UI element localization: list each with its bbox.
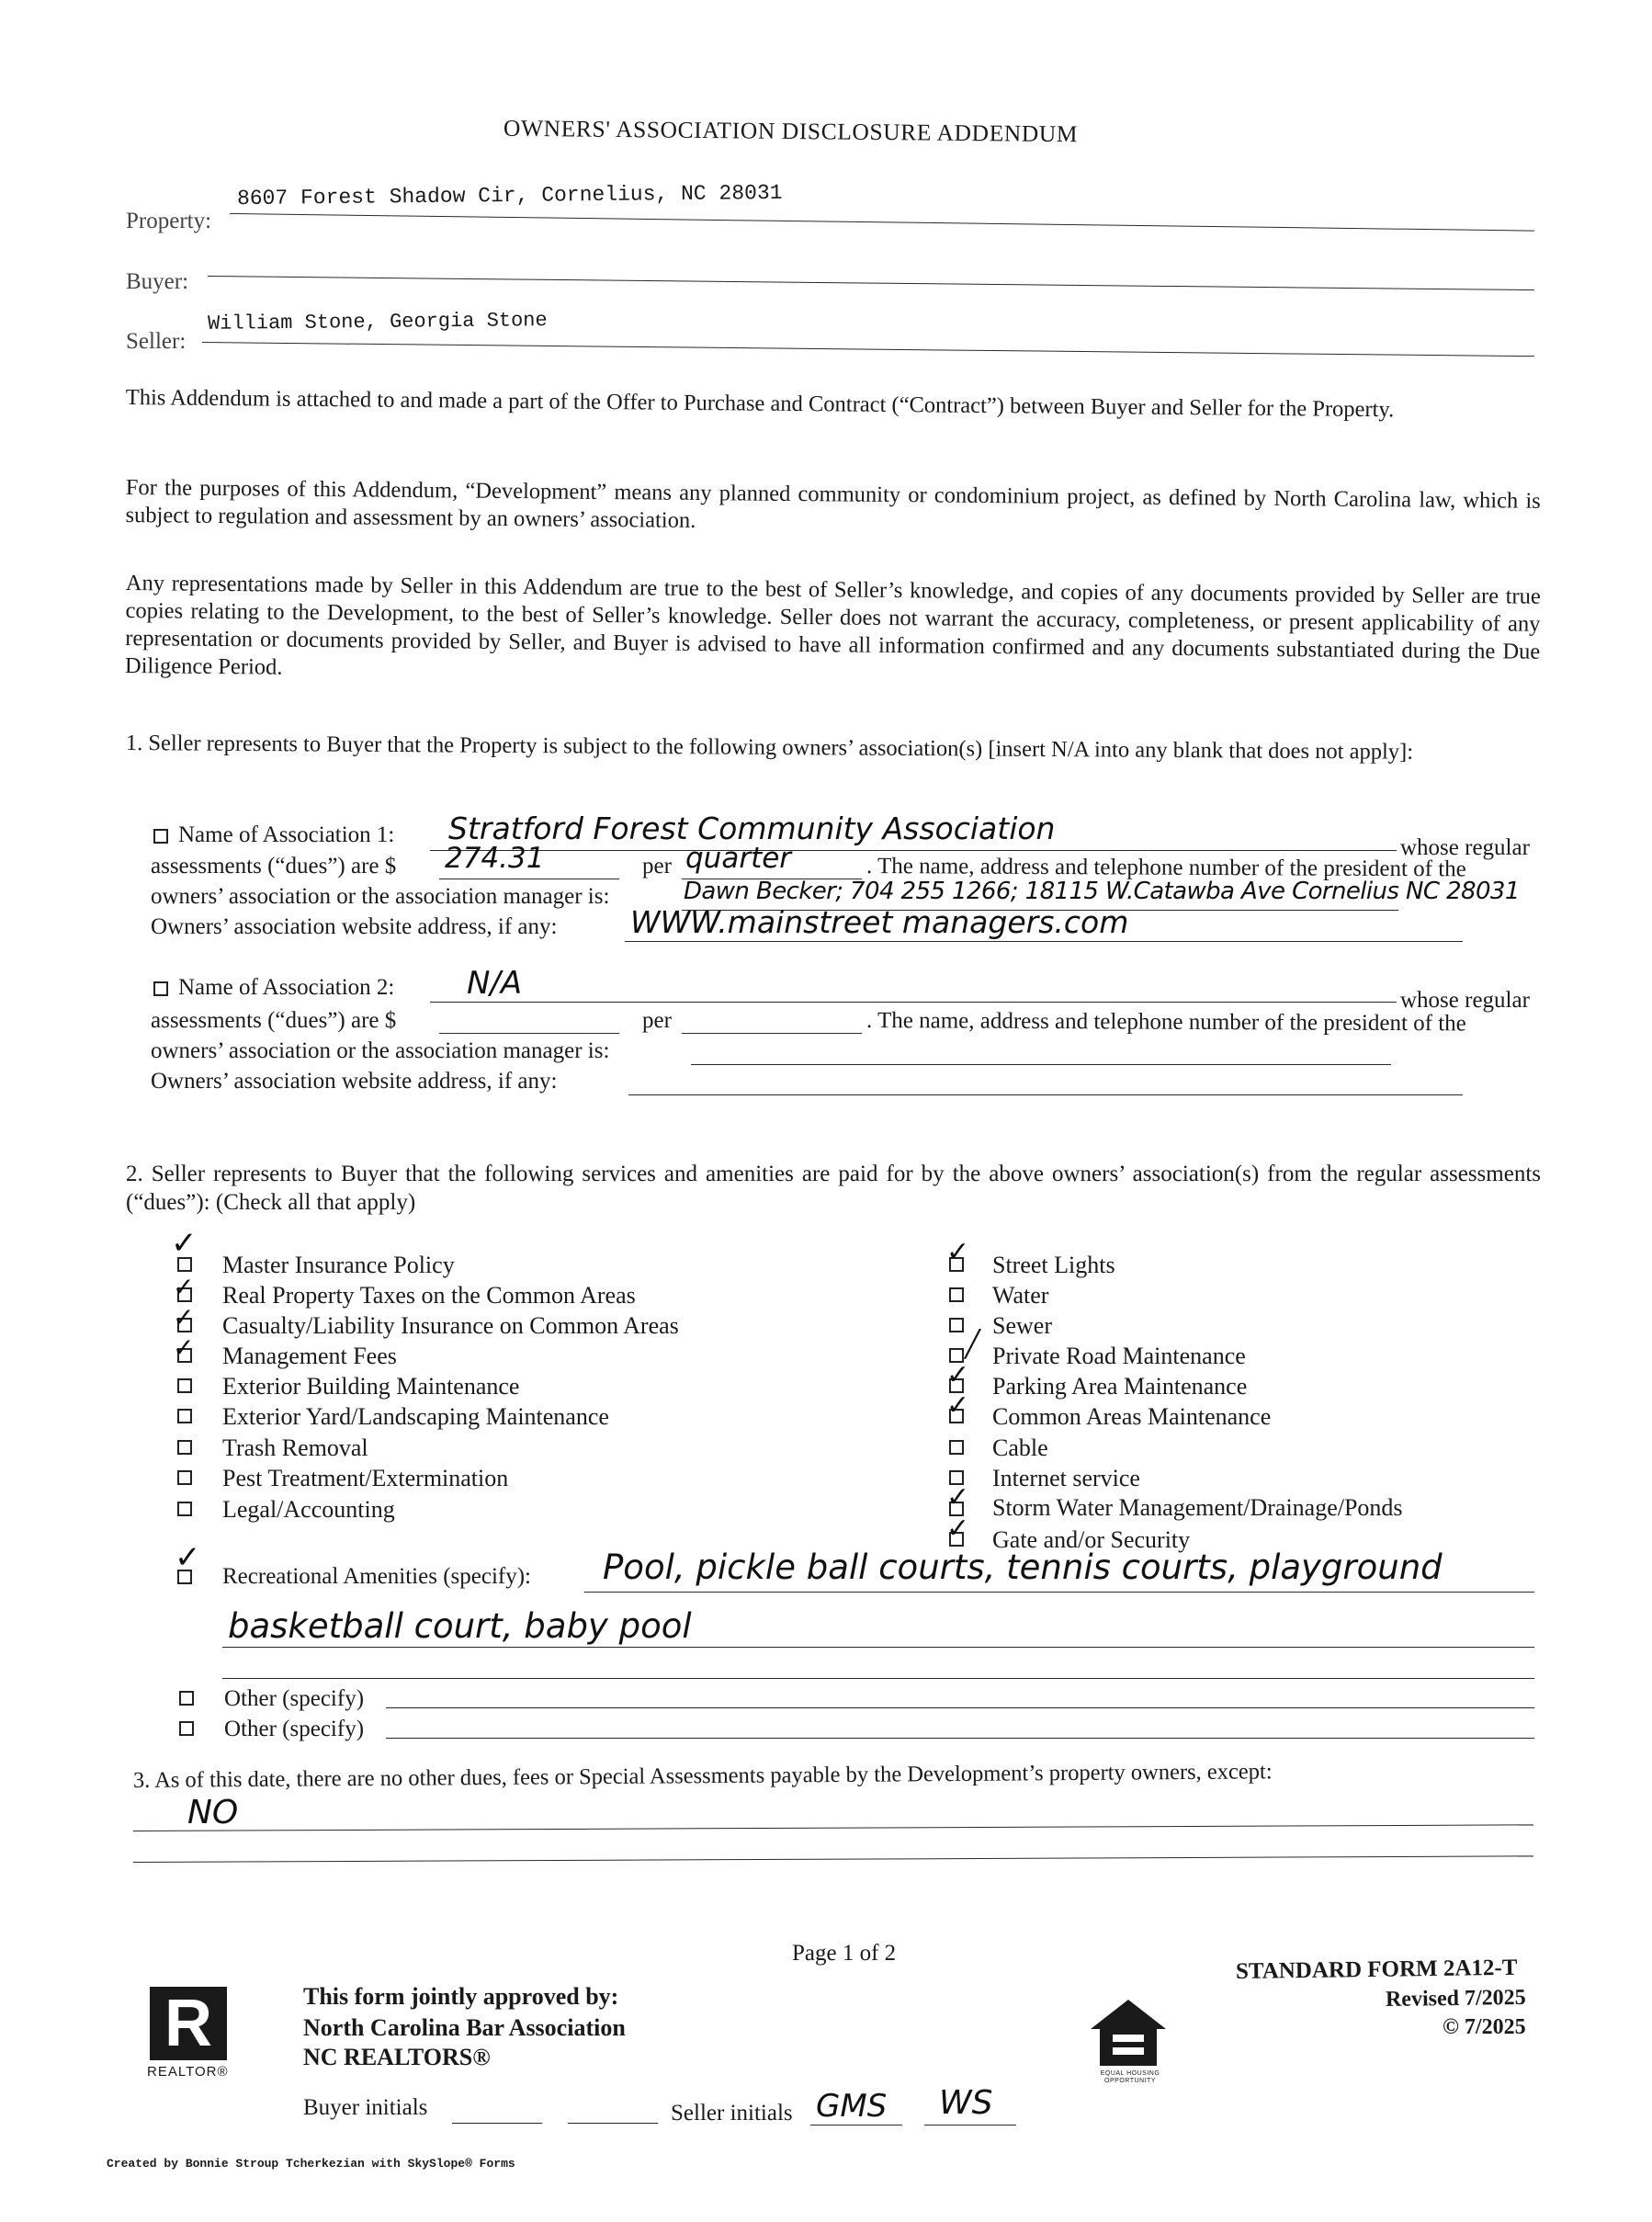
property-value[interactable]: 8607 Forest Shadow Cir, Cornelius, NC 28031 [236, 180, 783, 211]
amenity-checkbox[interactable] [177, 1440, 192, 1455]
assoc1-name-line [430, 850, 1397, 851]
amenity-label: Real Property Taxes on the Common Areas [222, 1282, 636, 1309]
check-mark-icon: ✓ [173, 1272, 195, 1302]
buyer-initials-label: Buyer initials [303, 2095, 428, 2120]
assoc2-per-line[interactable] [682, 1033, 862, 1034]
amenity-label: Master Insurance Policy [222, 1252, 455, 1278]
recreational-value-line1[interactable]: Pool, pickle ball courts, tennis courts, playground [603, 1547, 1443, 1587]
assoc2-per-label: per [642, 1008, 672, 1033]
amenity-label: Street Lights [992, 1252, 1115, 1278]
form-revised: Revised 7/2025 [1385, 1985, 1526, 2012]
assoc1-manager-value[interactable]: Dawn Becker; 704 255 1266; 18115 W.Catawba Ave Cornelius NC 28031 [684, 878, 1520, 905]
section2-intro: 2. Seller represents to Buyer that the following services and amenities are paid for by the above owners’ association(s) from the regular assessments (“dues”): (Check all that apply) [126, 1162, 1541, 1215]
other2-line[interactable] [386, 1738, 1534, 1739]
assoc2-name-label: Name of Association 2: [178, 975, 395, 1000]
assoc2-name-address-text: . The name, address and telephone number of the president of the [866, 1008, 1466, 1037]
approved-line-2: North Carolina Bar Association [303, 2014, 626, 2041]
assoc1-whose-regular: whose regular [1400, 835, 1530, 860]
other2-label: Other (specify) [224, 1717, 365, 1741]
assoc2-name-line [430, 1002, 1397, 1003]
assoc1-website-line [625, 941, 1463, 942]
other2-checkbox[interactable] [179, 1721, 194, 1736]
realtor-logo-caption: REALTOR® [147, 2064, 229, 2080]
page-title: OWNERS' ASSOCIATION DISCLOSURE ADDENDUM [503, 114, 1079, 148]
check-mark-icon: ✓ [946, 1236, 970, 1268]
form-copyright: © 7/2025 [1443, 2015, 1526, 2039]
check-mark-icon: ✓ [173, 1302, 195, 1332]
amenity-label: Common Areas Maintenance [992, 1403, 1272, 1430]
recreational-line-1 [584, 1592, 1534, 1593]
recreational-line-3 [222, 1678, 1534, 1679]
page-number: Page 1 of 2 [792, 1941, 897, 1966]
buyer-initials-line-2[interactable] [568, 2123, 658, 2124]
seller-value[interactable]: William Stone, Georgia Stone [207, 309, 548, 335]
check-mark-icon: ✓ [946, 1513, 970, 1545]
seller-initials-line-1 [810, 2125, 902, 2126]
section3-line-2 [133, 1855, 1533, 1863]
buyer-label: Buyer: [126, 269, 189, 294]
amenity-checkbox[interactable] [177, 1378, 192, 1393]
other1-label: Other (specify) [224, 1686, 365, 1711]
check-mark-icon: ✓ [946, 1389, 970, 1422]
assoc2-checkbox[interactable] [153, 981, 168, 996]
check-mark-icon: ✓ [946, 1481, 970, 1513]
approved-line-3: NC REALTORS® [303, 2044, 491, 2070]
assoc2-name-value[interactable]: N/A [467, 965, 523, 1002]
section3-answer[interactable]: NO [187, 1794, 239, 1831]
amenity-label: Trash Removal [222, 1434, 368, 1461]
amenity-label: Exterior Yard/Landscaping Maintenance [222, 1403, 609, 1430]
check-mark-icon: ✓ [171, 1225, 198, 1262]
amenity-label: Private Road Maintenance [992, 1343, 1246, 1369]
assoc1-name-label: Name of Association 1: [178, 822, 395, 847]
property-label: Property: [126, 209, 212, 233]
amenity-label: Legal/Accounting [222, 1496, 395, 1523]
equal-housing-caption: EQUAL HOUSING OPPORTUNITY [1100, 2070, 1160, 2084]
paragraph-addendum-attached: This Addendum is attached to and made a part of the Offer to Purchase and Contract (“Contract”) between Buyer and Seller for the Property. [125, 384, 1395, 423]
assoc2-manager-line[interactable] [691, 1064, 1391, 1065]
assoc2-manager-label: owners’ association or the association manager is: [151, 1038, 610, 1063]
assoc1-website-value[interactable]: WWW.mainstreet managers.com [630, 904, 1129, 940]
assoc1-name-value[interactable]: Stratford Forest Community Association [448, 811, 1056, 846]
amenity-checkbox[interactable] [949, 1440, 964, 1455]
amenity-checkbox[interactable] [177, 1470, 192, 1485]
amenity-label: Water [992, 1282, 1049, 1309]
recreational-line-2 [222, 1647, 1534, 1648]
seller-initials-label: Seller initials [671, 2101, 793, 2126]
other1-line[interactable] [386, 1707, 1534, 1708]
amenity-label: Casualty/Liability Insurance on Common Areas [222, 1312, 679, 1339]
assoc1-per-label: per [642, 854, 672, 879]
assoc2-website-line[interactable] [628, 1094, 1463, 1095]
equal-housing-icon [1087, 1996, 1170, 2069]
assoc1-website-label: Owners’ association website address, if any: [151, 914, 558, 939]
assoc2-whose-regular: whose regular [1400, 988, 1530, 1013]
amenity-label: Cable [992, 1434, 1048, 1461]
assoc2-dues-line[interactable] [439, 1033, 619, 1034]
check-mark-icon: ╱ [965, 1329, 980, 1359]
realtor-logo [150, 1987, 227, 2060]
amenity-label: Exterior Building Maintenance [222, 1373, 520, 1400]
paragraph-development-definition: For the purposes of this Addendum, “Development” means any planned community or condominium project, as defined by North Carolina law, which is subject to regulation and assessment by an owners’ association. [125, 474, 1541, 533]
amenity-checkbox[interactable] [177, 1409, 192, 1423]
seller-initials-line-2 [924, 2125, 1016, 2126]
check-mark-icon: ✓ [946, 1359, 970, 1391]
assoc1-dues-label: assessments (“dues”) are $ [151, 854, 397, 879]
amenity-checkbox[interactable] [177, 1502, 192, 1516]
amenity-label: Internet service [992, 1465, 1140, 1491]
form-number: STANDARD FORM 2A12-T [1235, 1955, 1518, 1984]
amenity-label: Storm Water Management/Drainage/Ponds [992, 1494, 1403, 1521]
amenity-label: Parking Area Maintenance [992, 1373, 1248, 1400]
buyer-line [208, 276, 1534, 290]
section1-intro: 1. Seller represents to Buyer that the Property is subject to the following owners’ association(s) [insert N/A into any blank that does not apply]: [125, 731, 1414, 765]
amenity-label: Management Fees [222, 1343, 397, 1369]
buyer-initials-line-1[interactable] [452, 2123, 542, 2124]
check-mark-icon: ✓ [173, 1332, 195, 1363]
assoc1-manager-label: owners’ association or the association manager is: [151, 884, 610, 909]
amenity-checkbox[interactable] [949, 1287, 964, 1302]
approved-line-1: This form jointly approved by: [303, 1983, 619, 2010]
assoc1-dues-value[interactable]: 274.31 [445, 842, 545, 875]
seller-label: Seller: [126, 329, 187, 354]
recreational-label: Recreational Amenities (specify): [222, 1564, 531, 1589]
amenity-label: Pest Treatment/Extermination [222, 1465, 509, 1491]
check-mark-icon: ✓ [175, 1539, 201, 1576]
seller-line [202, 342, 1534, 357]
assoc1-name-address-text: . The name, address and telephone number of the president of the [866, 854, 1466, 882]
amenity-label: Sewer [992, 1312, 1052, 1339]
realtor-logo-letter: R [164, 1987, 212, 2060]
section3-text: 3. As of this date, there are no other dues, fees or Special Assessments payable by the Development’s property owners, except: [132, 1759, 1273, 1793]
other1-checkbox[interactable] [179, 1691, 194, 1706]
amenity-checkbox[interactable] [949, 1318, 964, 1332]
seller-initials-2[interactable]: WS [939, 2084, 993, 2122]
assoc1-per-value[interactable]: quarter [685, 842, 792, 875]
amenity-label: Gate and/or Security [992, 1526, 1191, 1553]
created-by-text: Created by Bonnie Stroup Tcherkezian with SkySlope® Forms [107, 2157, 515, 2171]
section3-line-1 [133, 1824, 1533, 1831]
seller-initials-1[interactable]: GMS [816, 2088, 888, 2125]
recreational-value-line2[interactable]: basketball court, baby pool [228, 1606, 692, 1646]
assoc2-website-label: Owners’ association website address, if any: [151, 1069, 558, 1094]
property-line [230, 213, 1534, 232]
assoc1-checkbox[interactable] [153, 829, 168, 844]
paragraph-representations: Any representations made by Seller in this Addendum are true to the best of Seller’s knowledge, and copies of any documents provided by Seller are true copies relating to the Development, to the best of Seller’s knowledge. Seller does not warrant the accuracy, completeness, or present applicability of any representation or documents provided by Seller, and Buyer is advised to have all information confirmed and any documents substantiated during the Due Diligence Period. [124, 570, 1541, 680]
assoc2-dues-label: assessments (“dues”) are $ [151, 1008, 397, 1033]
